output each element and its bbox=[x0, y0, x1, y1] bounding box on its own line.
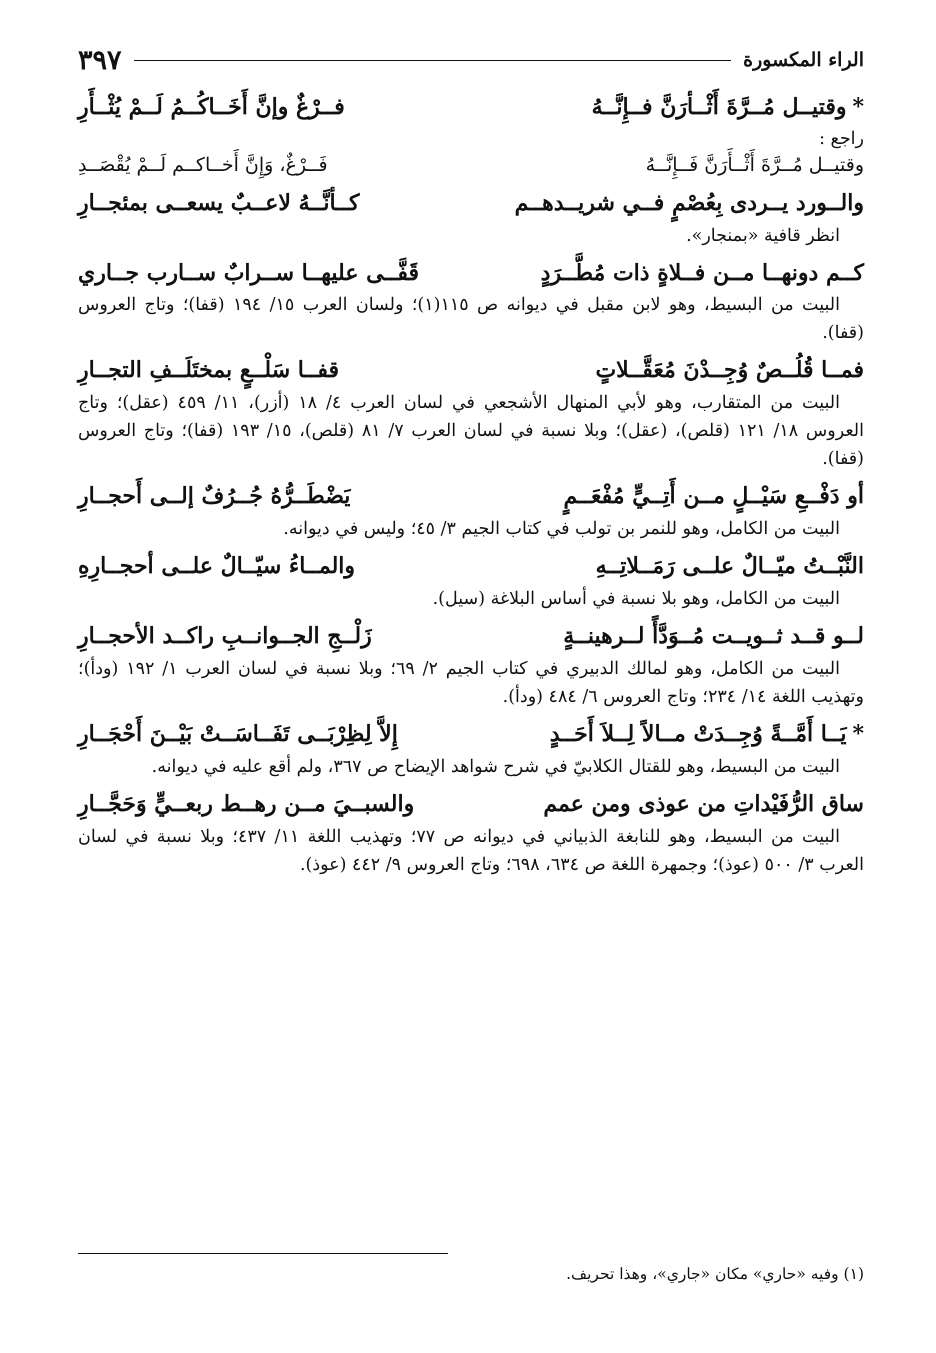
verse-line bbox=[78, 789, 864, 821]
verse-hemistich-first: والــورد يــردى بِعُصْمٍ فــي شريــدهــم bbox=[514, 189, 864, 216]
verse-hemistich-first: أو دَفْــعِ سَيْــلٍ مــن أَتِــيٍّ مُفْعَــمٍ bbox=[563, 483, 864, 510]
verse-hemistich-first: فمــا قُلُــصٌ وُجِــدْنَ مُعَقَّــلاتٍ bbox=[595, 357, 864, 384]
verse-note: البيت من المتقارب، وهو لأبي المنهال الأشجعي في لسان العرب ٤/ ١٨ (أزر)، ١١/ ٤٥٩ (عقل)؛ وتاج العروس ١٨/ ١٢١ (قلص)، (عقل)؛ وبلا نسبة في لسان العرب ٧/ ٨١ (قلص)، ١٥/ ١٩٣ (قفا)؛ وتاج العروس (قفا). bbox=[78, 393, 864, 470]
verse-line bbox=[78, 258, 864, 290]
verse-line bbox=[78, 551, 864, 583]
verse-line bbox=[78, 481, 864, 513]
verse-line bbox=[78, 621, 864, 653]
verse-hemistich-first: وقتيــل مُــرَّةَ أَثْــأَرَنَّ فَــإِنَّــهُ bbox=[645, 154, 864, 177]
page-header bbox=[78, 38, 864, 82]
verse-hemistich-second: قفــا سَلْــعٍ بمختَلَــفِ التجــارِ bbox=[78, 357, 340, 384]
verse-note: البيت من الكامل، وهو لمالك الدبيري في كتاب الجيم ٢/ ٦٩؛ وبلا نسبة في لسان العرب ١/ ١٩٢ (ودأ)؛ وتهذيب اللغة ١٤/ ٢٣٤؛ وتاج العروس ٦/ ٤٨٤ (ودأ). bbox=[78, 659, 864, 708]
verse-hemistich-first: وقتيــل مُــرَّةَ أَثْــأرَنَّ فــإِنَّــهُ bbox=[591, 94, 847, 120]
verse-hemistich-second: قَفَّــى عليهــا ســرابٌ ســارب جــاري bbox=[78, 259, 419, 286]
verse-note: البيت من البسيط، وهو لابن مقبل في ديوانه ص ١١٥(١)؛ ولسان العرب ١٥/ ١٩٤ (قفا)؛ وتاج العروس (قفا). bbox=[78, 295, 864, 344]
star-marker: * bbox=[852, 721, 864, 748]
verse-note: البيت من الكامل، وهو للنمر بن تولب في كتاب الجيم ٣/ ٤٥؛ وليس في ديوانه. bbox=[283, 519, 840, 540]
verse-hemistich-second: فــرْغٌ وإنَّ أَخَــاكُــمُ لَــمْ يُثْــأَرِ bbox=[78, 94, 345, 120]
verse-line bbox=[78, 355, 864, 387]
verse-hemistich-second: والمــاءُ سيّــالٌ علــى أحجــارِهِ bbox=[78, 553, 356, 580]
verse-note: البيت من البسيط، وهو للنابغة الذبياني في ديوانه ص ٧٧؛ وتهذيب اللغة ١١/ ٤٣٧؛ وبلا نسبة في لسان العرب ٣/ ٥٠٠ (عوذ)؛ وجمهرة اللغة ص ٦٣٤، ٦٩٨؛ وتاج العروس ٩/ ٤٤٢ (عوذ). bbox=[78, 826, 864, 875]
verse-hemistich-second: والسبــيَ مــن رهــط ربعــيٍّ وَحَجَّــارِ bbox=[78, 790, 415, 817]
verse-line-alt bbox=[78, 152, 864, 180]
header-rule bbox=[134, 60, 732, 61]
verse-hemistich-first: ساق الرُّفَيْداتِ من عوذى ومن عمم bbox=[543, 790, 864, 817]
verse-hemistich-first: يَــا أَمَّــةً وُجِــدَتْ مــالاً لِــلاَ أَحَــدٍ bbox=[549, 721, 847, 748]
chapter-title: الراء المكسورة bbox=[743, 49, 864, 71]
verse-hemistich-first: لــو قــد ثــويــت مُــوَدَّأً لــرهينــةٍ bbox=[563, 623, 864, 650]
verse-hemistich-second: زَلْــجِ الجــوانــبِ راكــد الأحجــارِ bbox=[78, 623, 372, 650]
verse-note: انظر قافية «بمنجار». bbox=[686, 225, 840, 246]
footnote: (١) وفيه «حاري» مكان «جاري»، وهذا تحريف. bbox=[566, 1265, 864, 1283]
verse-line bbox=[78, 719, 864, 751]
verse-note: البيت من البسيط، وهو للقتال الكلابيّ في شرح شواهد الإيضاح ص ٣٦٧، ولم أقع عليه في ديوانه. bbox=[151, 756, 840, 777]
verse-note: البيت من الكامل، وهو بلا نسبة في أساس البلاغة (سيل). bbox=[432, 589, 840, 610]
verse-hemistich-second: فَــرْغٌ، وَإِنَّ أَخــاكــم لَــمْ يُقْصَــدِ bbox=[78, 154, 328, 177]
verse-hemistich-second: كــأنَّــهُ لاعــبٌ يسعــى بمئجــارِ bbox=[78, 189, 360, 216]
footnote-rule bbox=[78, 1253, 448, 1254]
verse-line bbox=[78, 92, 864, 124]
verse-hemistich-first: النَّبْــتُ ميّــالٌ علــى رَمَــلاتِــهِ bbox=[595, 553, 864, 580]
verse-line bbox=[78, 188, 864, 220]
verse-hemistich-second: يَضْطَــرُّهُ جُــرُفٌ إلــى أَحجــارِ bbox=[78, 483, 351, 510]
page-number: ٣٩٧ bbox=[78, 44, 122, 76]
raji-label: راجع : bbox=[819, 128, 864, 149]
star-marker: * bbox=[852, 94, 864, 120]
verse-hemistich-second: إِلاَّ لِظِرْبَــى تَفَــاسَــتْ بَيْــنَ أَحْجَــارِ bbox=[78, 721, 398, 748]
verse-hemistich-first: كــم دونهــا مــن فــلاةٍ ذات مُطَّــرَدٍ bbox=[540, 259, 864, 286]
